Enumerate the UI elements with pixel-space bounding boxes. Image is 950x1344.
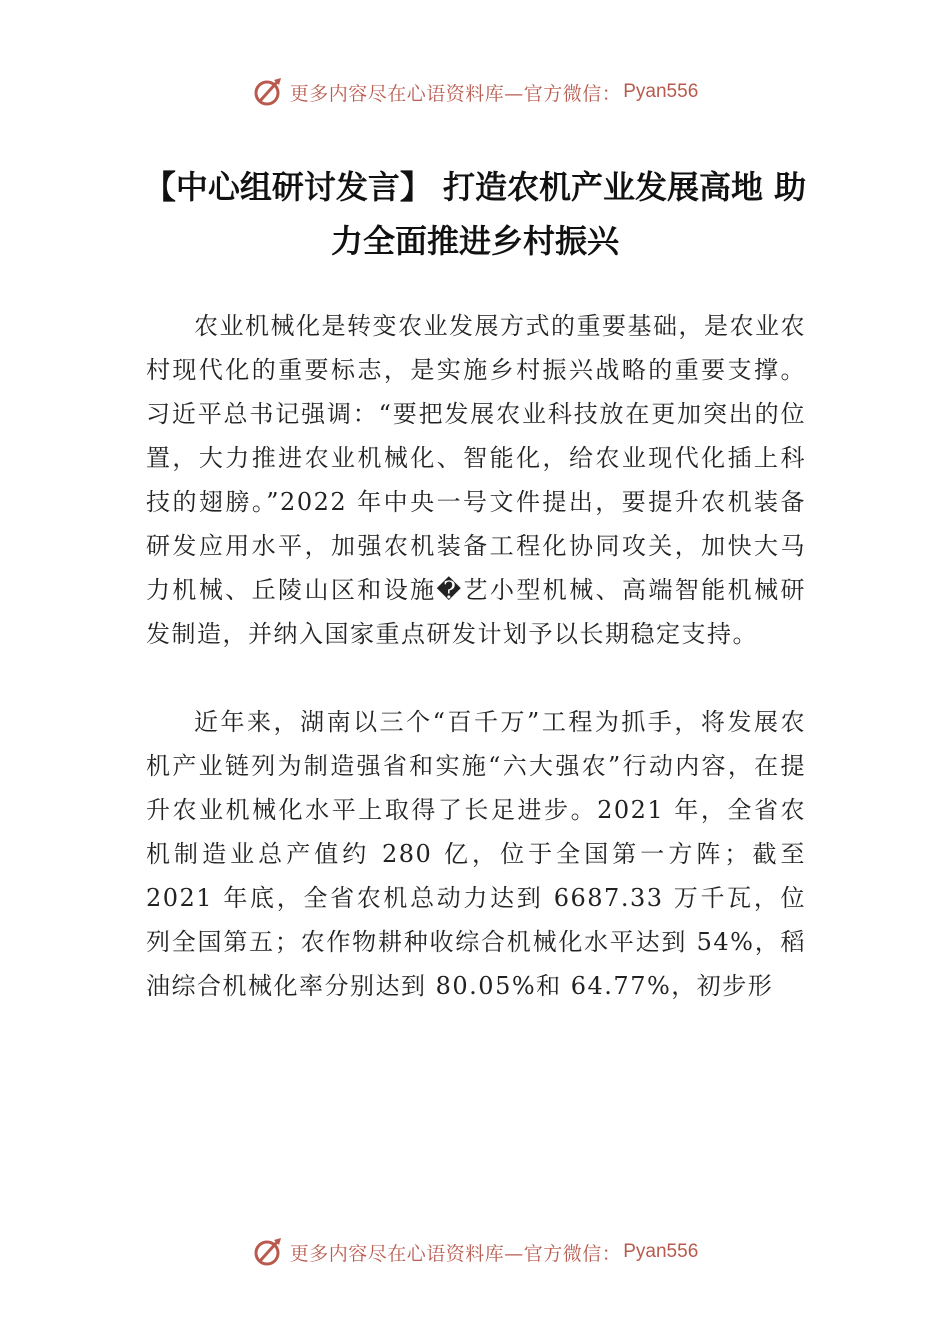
banner-account: Pyan556	[623, 81, 699, 102]
footer-banner	[0, 1232, 950, 1272]
library-logo-icon	[252, 75, 286, 109]
banner-account: Pyan556	[623, 1241, 699, 1262]
paragraph: 农业机械化是转变农业发展方式的重要基础，是农业农村现代化的重要标志，是实施乡村振兴战略的重要支撑。习近平总书记强调：“要把发展农业科技放在更加突出的位置，大力推进农业机械化、智能化，给农业现代化插上科技的翅膀。”2022 年中央一号文件提出，要提升农机装备研发应用水平，加强农机装备工程化协同攻关，加快大马力机械、丘陵山区和设施�艺小型机械、高端智能机械研发制造，并纳入国家重点研发计划予以长期稳定支持。	[146, 312, 806, 648]
library-logo-icon	[252, 1235, 286, 1269]
header-banner	[0, 72, 950, 112]
paragraph-gap	[146, 656, 806, 700]
banner-text: 更多内容尽在心语资料库—官方微信：	[289, 1242, 622, 1265]
paragraph: 近年来，湖南以三个“百千万”工程为抓手，将发展农机产业链列为制造强省和实施“六大强农”行动内容，在提升农业机械化水平上取得了长足进步。2021 年，全省农机制造业总产值约 280 亿，位于全国第一方阵；截至 2021 年底，全省农机总动力达到 6687.33 万千瓦，位列全国第五；农作物耕种收综合机械化水平达到 54%，稻油综合机械化率分别达到 80.05%和 64.77%，初步形	[146, 708, 806, 1000]
document-title: 【中心组研讨发言】 打造农机产业发展高地 助力全面推进乡村振兴	[143, 168, 807, 260]
document-body	[146, 304, 806, 1008]
banner-text: 更多内容尽在心语资料库—官方微信：	[289, 82, 622, 105]
